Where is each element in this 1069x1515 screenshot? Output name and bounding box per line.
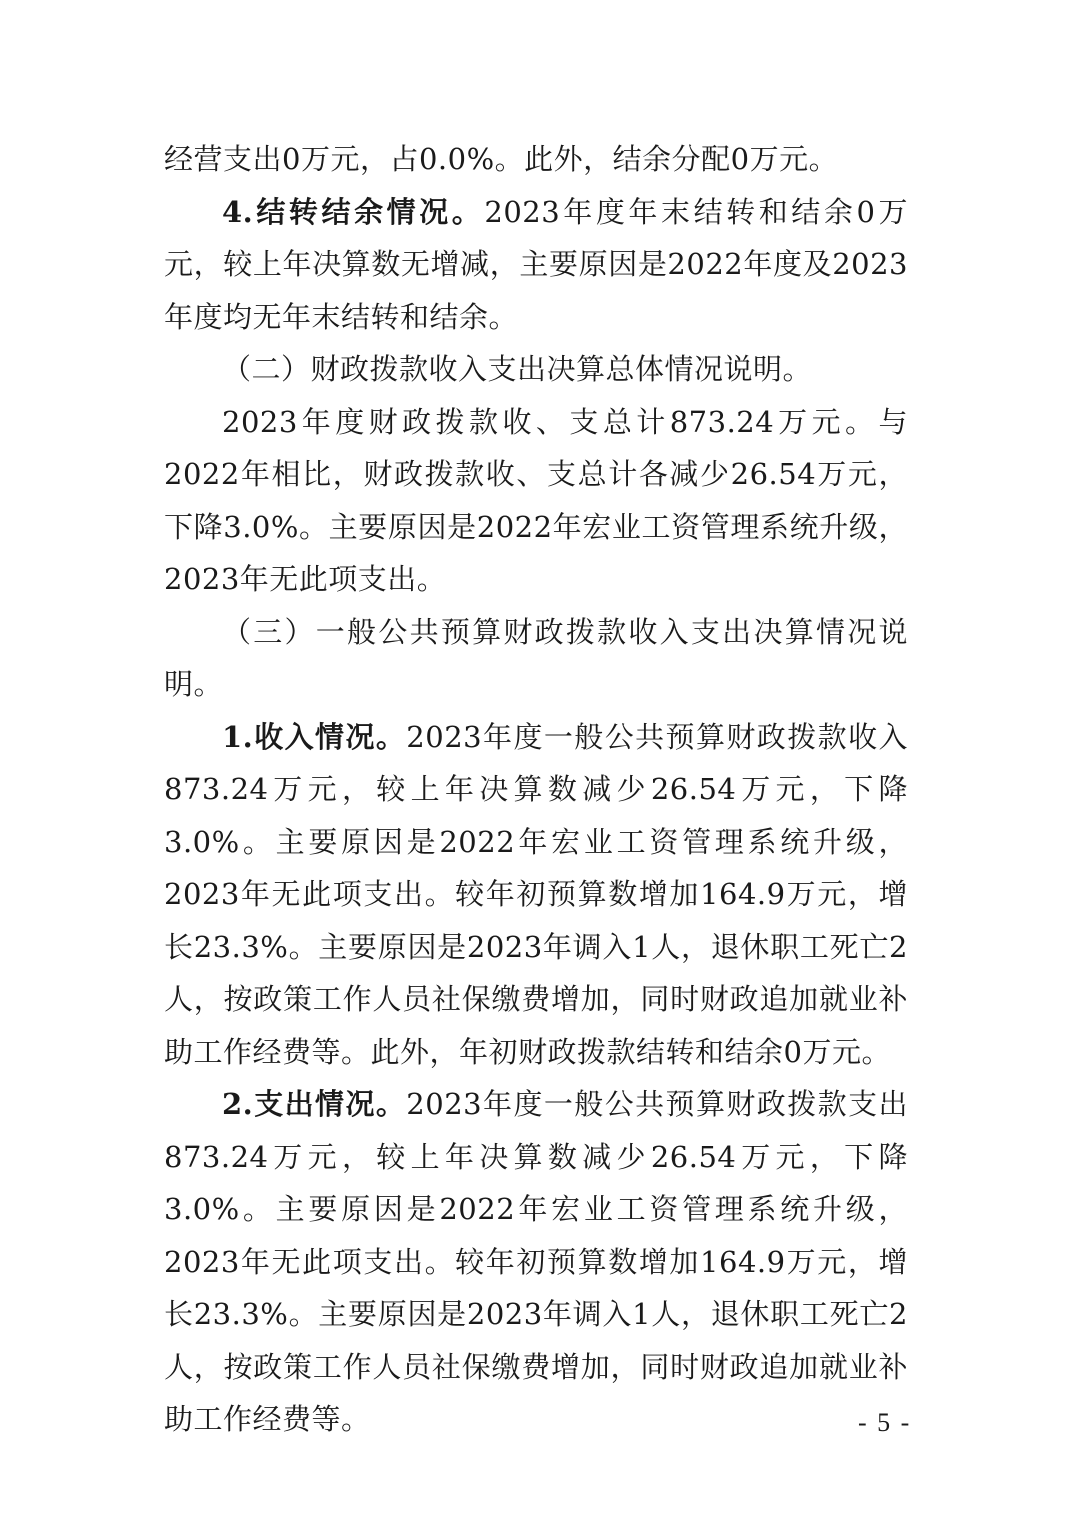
section-heading-general-budget	[164, 606, 908, 711]
section-heading-fiscal-overview	[164, 343, 908, 396]
document-body	[164, 133, 908, 1446]
page-number: - 5 -	[858, 1408, 912, 1437]
paragraph-carryover-balance	[164, 186, 908, 344]
paragraph-text: 2023年度一般公共预算财政拨款支出873.24万元，较上年决算数减少26.54万元，下降3.0%。主要原因是2022年宏业工资管理系统升级，2023年无此项支出。较年初预算数增加164.9万元，增长23.3%。主要原因是2023年调入1人，退休职工死亡2人，按政策工作人员社保缴费增加，同时财政追加就业补助工作经费等。	[164, 1087, 908, 1436]
paragraph-income	[164, 711, 908, 1079]
paragraph-lead: 2.支出情况。	[222, 1087, 407, 1121]
paragraph-expenditure	[164, 1078, 908, 1446]
paragraph-lead: 4.结转结余情况。	[222, 194, 485, 229]
section-heading-text: （二）财政拨款收入支出决算总体情况说明。	[222, 352, 813, 386]
paragraph-text: 2023年度一般公共预算财政拨款收入873.24万元，较上年决算数减少26.54万元，下降3.0%。主要原因是2022年宏业工资管理系统升级，2023年无此项支出。较年初预算数增加164.9万元，增长23.3%。主要原因是2023年调入1人，退休职工死亡2人，按政策工作人员社保缴费增加，同时财政追加就业补助工作经费等。此外，年初财政拨款结转和结余0万元。	[164, 719, 908, 1069]
section-heading-text: （三）一般公共预算财政拨款收入支出决算情况说明。	[164, 614, 908, 701]
paragraph-text: 2023年度财政拨款收、支总计873.24万元。与2022年相比，财政拨款收、支总计各减少26.54万元，下降3.0%。主要原因是2022年宏业工资管理系统升级，2023年无此项支出。	[164, 404, 908, 596]
paragraph-fiscal-total	[164, 396, 908, 606]
paragraph-text: 经营支出0万元，占0.0%。此外，结余分配0万元。	[164, 142, 839, 176]
paragraph-lead: 1.收入情况。	[222, 719, 407, 754]
paragraph-text: 2023年度年末结转和结余0万元，较上年决算数无增减，主要原因是2022年度及2023年度均无年末结转和结余。	[164, 194, 908, 334]
paragraph-operating-expense	[164, 133, 908, 186]
